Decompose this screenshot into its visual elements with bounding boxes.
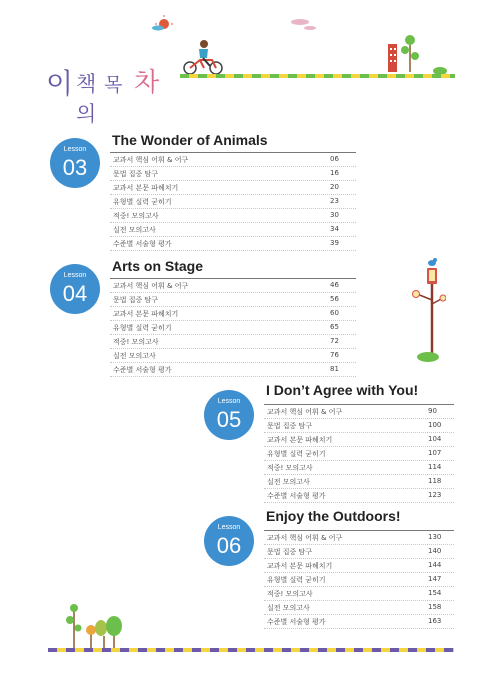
toc-label: 유형별 실력 굳히기 [113, 324, 172, 332]
lesson-number: 06 [216, 533, 242, 558]
toc-row[interactable] [110, 223, 356, 237]
toc-page: 90 [428, 407, 437, 415]
toc-row[interactable] [264, 573, 454, 587]
tree-icon [401, 35, 447, 75]
toc-row[interactable] [264, 601, 454, 615]
toc-label: 수준별 서술형 평가 [113, 366, 172, 374]
toc-label: 교과서 핵심 어휘 & 어구 [267, 534, 343, 542]
building-icon [388, 44, 397, 72]
toc-label: 교과서 본문 파헤치기 [113, 310, 179, 318]
toc-row[interactable] [110, 195, 356, 209]
lesson-number: 05 [216, 407, 242, 432]
toc-row[interactable] [110, 209, 356, 223]
toc-page: 65 [330, 323, 339, 331]
sun-icon [152, 15, 173, 31]
toc-row[interactable] [264, 489, 454, 503]
toc-label: 수준별 서술형 평가 [113, 240, 172, 248]
toc-label: 실전 모의고사 [113, 226, 156, 234]
lesson-prefix: Lesson [63, 272, 87, 279]
toc-label: 적중! 모의고사 [267, 590, 313, 598]
lesson-title: I Don’t Agree with You! [266, 382, 419, 398]
toc-list [110, 278, 356, 377]
header-divider [180, 74, 455, 78]
toc-label: 수준별 서술형 평가 [267, 492, 326, 500]
lesson-badge [50, 264, 100, 314]
toc-row[interactable] [264, 559, 454, 573]
lesson-title: Enjoy the Outdoors! [266, 508, 401, 524]
toc-row[interactable] [110, 335, 356, 349]
toc-label: 유형별 실력 굳히기 [267, 450, 326, 458]
toc-page: 34 [330, 225, 339, 233]
toc-row[interactable] [110, 279, 356, 293]
lesson-number: 04 [62, 281, 88, 306]
toc-label: 유형별 실력 굳히기 [113, 198, 172, 206]
tree-icon [86, 625, 96, 648]
lesson-prefix: Lesson [63, 146, 87, 153]
toc-label: 교과서 본문 파헤치기 [267, 562, 333, 570]
toc-page: 163 [428, 617, 442, 625]
toc-row[interactable] [264, 419, 454, 433]
toc-label: 적중! 모의고사 [267, 464, 313, 472]
toc-page: 140 [428, 547, 442, 555]
street-lamp-illustration [410, 256, 446, 362]
bush-icon [417, 352, 439, 362]
toc-page: 100 [428, 421, 442, 429]
lesson-badge [50, 138, 100, 188]
toc-row[interactable] [264, 405, 454, 419]
toc-label: 실전 모의고사 [113, 352, 156, 360]
toc-row[interactable] [110, 321, 356, 335]
footer-divider [48, 648, 454, 652]
toc-page: 06 [330, 155, 339, 163]
toc-page: 107 [428, 449, 442, 457]
lesson-prefix: Lesson [217, 524, 241, 531]
toc-page: 81 [330, 365, 339, 373]
toc-page: 56 [330, 295, 339, 303]
toc-page: 39 [330, 239, 339, 247]
toc-page: 154 [428, 589, 442, 597]
toc-row[interactable] [264, 433, 454, 447]
lesson-badge [204, 390, 254, 440]
toc-page: 60 [330, 309, 339, 317]
bicycle-icon [184, 40, 222, 74]
toc-row[interactable] [110, 349, 356, 363]
toc-label: 문법 집중 탐구 [267, 422, 313, 430]
toc-label: 적중! 모의고사 [113, 338, 159, 346]
toc-row[interactable] [264, 587, 454, 601]
title-part-1: 이 [46, 67, 74, 100]
toc-label: 실전 모의고사 [267, 478, 310, 486]
toc-page: 104 [428, 435, 442, 443]
toc-list [264, 530, 454, 629]
toc-page: 72 [330, 337, 339, 345]
toc-row[interactable] [110, 307, 356, 321]
title-part-4: 차 [134, 68, 162, 98]
toc-label: 교과서 본문 파헤치기 [267, 436, 333, 444]
toc-page: 147 [428, 575, 442, 583]
tree-icon [95, 620, 107, 648]
toc-label: 적중! 모의고사 [113, 212, 159, 220]
toc-row[interactable] [110, 153, 356, 167]
lesson-prefix: Lesson [217, 398, 241, 405]
toc-page: 144 [428, 561, 442, 569]
toc-row[interactable] [110, 167, 356, 181]
cloud-icon [291, 19, 316, 30]
lamp-icon [413, 268, 447, 354]
toc-label: 수준별 서술형 평가 [267, 618, 326, 626]
toc-row[interactable] [110, 363, 356, 377]
lesson-title: Arts on Stage [112, 258, 204, 274]
toc-label: 교과서 핵심 어휘 & 어구 [267, 408, 343, 416]
toc-row[interactable] [264, 531, 454, 545]
toc-row[interactable] [110, 181, 356, 195]
toc-row[interactable] [110, 237, 356, 251]
toc-page: 16 [330, 169, 339, 177]
toc-row[interactable] [264, 545, 454, 559]
toc-page: 123 [428, 491, 442, 499]
tree-icon [106, 616, 122, 648]
toc-label: 교과서 본문 파헤치기 [113, 184, 179, 192]
toc-row[interactable] [264, 447, 454, 461]
toc-list [264, 404, 454, 503]
toc-page: 158 [428, 603, 442, 611]
toc-page: 46 [330, 281, 339, 289]
toc-label: 문법 집중 탐구 [267, 548, 313, 556]
toc-label: 교과서 핵심 어휘 & 어구 [113, 156, 189, 164]
toc-label: 문법 집중 탐구 [113, 296, 159, 304]
toc-row[interactable] [264, 475, 454, 489]
toc-label: 실전 모의고사 [267, 604, 310, 612]
toc-label: 문법 집중 탐구 [113, 170, 159, 178]
toc-page: 30 [330, 211, 339, 219]
toc-page: 114 [428, 463, 442, 471]
title-part-3: 목 [104, 74, 123, 96]
lesson-number: 03 [62, 155, 88, 180]
trees-illustration [64, 602, 128, 650]
tree-icon [66, 604, 82, 648]
toc-page: 130 [428, 533, 442, 541]
toc-row[interactable] [264, 461, 454, 475]
toc-page: 76 [330, 351, 339, 359]
lesson-title: The Wonder of Animals [112, 132, 268, 148]
toc-page: 23 [330, 197, 339, 205]
bird-icon [428, 258, 437, 266]
toc-list [110, 152, 356, 251]
toc-page: 20 [330, 183, 339, 191]
lesson-badge [204, 516, 254, 566]
toc-row[interactable] [264, 615, 454, 629]
title-part-2: 책의 [76, 72, 97, 126]
toc-label: 교과서 핵심 어휘 & 어구 [113, 282, 189, 290]
toc-row[interactable] [110, 293, 356, 307]
toc-page: 118 [428, 477, 442, 485]
toc-label: 유형별 실력 굳히기 [267, 576, 326, 584]
